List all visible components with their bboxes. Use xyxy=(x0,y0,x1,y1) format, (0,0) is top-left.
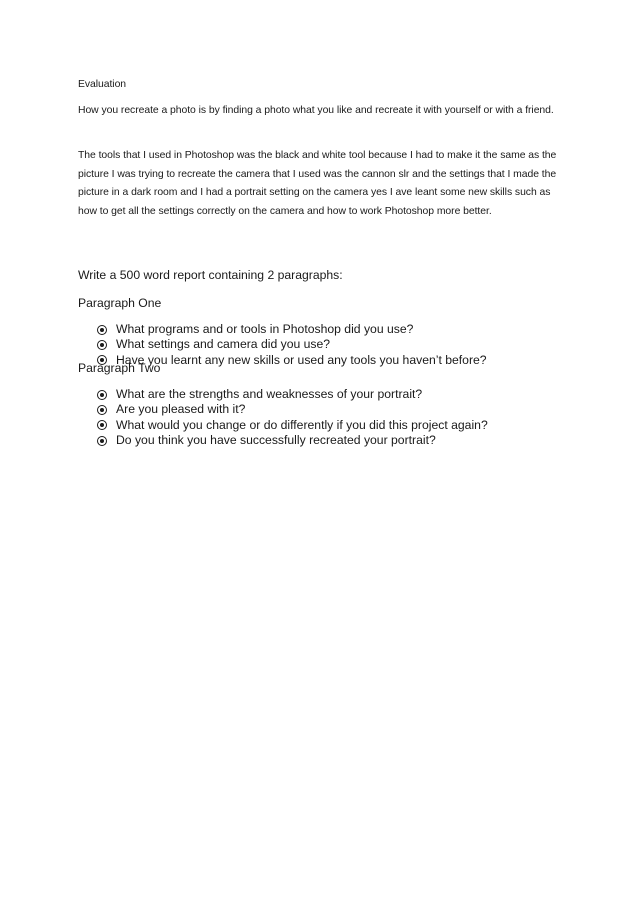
circled-bullet-icon xyxy=(97,420,107,430)
body-paragraph: How you recreate a photo is by finding a photo what you like and recreate it with yourself or with a friend. xyxy=(78,105,554,116)
list-item xyxy=(97,337,487,352)
assignment-prompt: Write a 500 word report containing 2 paragraphs: xyxy=(78,268,343,282)
document-heading: Evaluation xyxy=(78,79,127,90)
section-title: Paragraph Two xyxy=(78,361,161,375)
list-item xyxy=(97,433,488,448)
circled-bullet-icon xyxy=(97,390,107,400)
list-item xyxy=(97,402,488,417)
question-text: What programs and or tools in Photoshop did you use? xyxy=(116,322,414,336)
question-text: Do you think you have successfully recreated your portrait? xyxy=(116,432,436,447)
question-text: Have you learnt any new skills or used any tools you haven’t before? xyxy=(116,352,487,367)
question-list xyxy=(97,387,488,448)
list-item xyxy=(97,387,488,402)
circled-bullet-icon xyxy=(97,436,107,446)
section-title: Paragraph One xyxy=(78,296,162,310)
question-text: What would you change or do differently if you did this project again? xyxy=(116,417,488,432)
list-item xyxy=(97,322,487,337)
circled-bullet-icon xyxy=(97,340,107,350)
list-item xyxy=(97,418,488,433)
circled-bullet-icon xyxy=(97,325,107,335)
circled-bullet-icon xyxy=(97,405,107,415)
question-text: What are the strengths and weaknesses of your portrait? xyxy=(116,387,423,401)
question-text: Are you pleased with it? xyxy=(116,402,246,417)
question-text: What settings and camera did you use? xyxy=(116,337,331,352)
body-paragraph: The tools that I used in Photoshop was the black and white tool because I had to make it the same as the picture I was trying to recreate the camera that I used was the cannon slr and the settings that I made the picture in a dark room and I had a portrait setting on the camera yes I ave leant some new skills such as how to get all the settings correctly on the camera and how to work Photoshop more better. xyxy=(78,150,557,217)
